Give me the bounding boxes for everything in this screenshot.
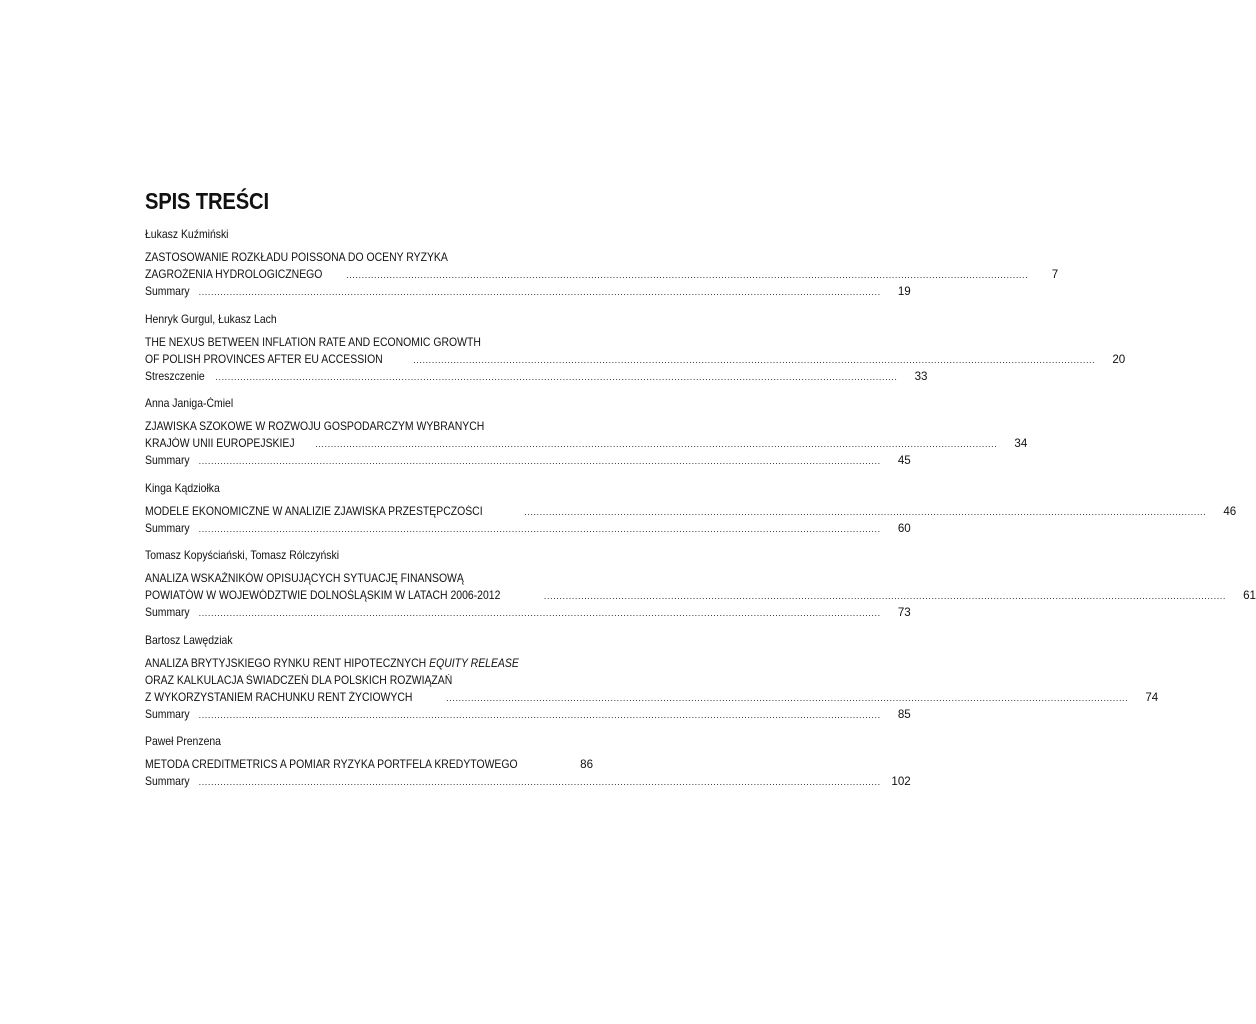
toc-title-row[interactable] [145,587,1256,604]
dot-leader: ............................................................................................................................................................................................................................ [543,591,1226,601]
dot-leader: ............................................................................................................................................................................................................................ [198,777,881,787]
entry-title-text: ORAZ KALKULACJA ŚWIADCZEŃ DLA POLSKICH ROZWIĄZAŃ [145,673,453,687]
summary-label [145,283,195,300]
entry-title-last-line-text: POWIATÓW W WOJEWÓDZTWIE DOLNOŚLĄSKIM W LATACH 2006-2012 [145,589,501,602]
page-number: 7 [1051,268,1059,281]
dot-leader: ............................................................................................................................................................................................................................ [215,371,898,382]
dot-leader: ............................................................................................................................................................................................................................ [198,287,881,297]
entry-title-last-line [145,435,311,452]
entry-author-text: Henryk Gurgul, Łukasz Lach [145,312,277,326]
entry-title-line [145,570,576,587]
entry-author [145,632,576,649]
summary-label-text: Summary [145,454,190,467]
summary-label [145,520,195,537]
toc-summary-row[interactable] [145,773,911,790]
entry-title-last-line [145,587,540,604]
toc-title-row[interactable] [145,689,1159,706]
dot-leader: ............................................................................................................................................................................................................................ [315,439,998,449]
entry-author-text: Bartosz Lawędziak [145,633,233,647]
toc-entry [145,632,1159,723]
toc-title-row[interactable] [145,435,1028,452]
toc-entry [145,733,911,790]
summary-label-text: Summary [145,707,190,721]
entry-title-last-line-text: OF POLISH PROVINCES AFTER EU ACCESSION [145,352,383,366]
summary-label [145,773,195,790]
summary-page-number: 60 [897,521,911,535]
entry-title-text: ANALIZA BRYTYJSKIEGO RYNKU RENT HIPOTECZNYCH EQUITY RELEASE [145,656,519,670]
toc-summary-row[interactable] [145,604,911,621]
toc-entry [145,226,1059,300]
entry-title-line [145,655,576,672]
toc-summary-row[interactable] [145,283,911,300]
page-number: 61 [1243,589,1256,602]
page-title: SPIS TREŚCI [145,188,269,214]
toc-summary-row[interactable] [145,452,911,469]
summary-label-text: Summary [145,521,190,535]
summary-page-number: 33 [914,369,928,383]
entry-title-last-line [145,266,342,283]
summary-label-text: Summary [145,606,190,619]
dot-leader: ............................................................................................................................................................................................................................ [446,692,1129,703]
page-number: 20 [1112,352,1126,366]
summary-page-number: 19 [897,285,911,298]
summary-page-number: 102 [891,775,911,788]
dot-leader: ............................................................................................................................................................................................................................ [413,354,1096,365]
toc-entry [145,395,1028,469]
entry-title-line [145,334,576,351]
page-number: 34 [1014,437,1028,450]
entry-author [145,395,576,412]
summary-label [145,604,195,621]
dot-leader: ............................................................................................................................................................................................................................ [198,608,881,618]
entry-title-text: ANALIZA WSKAŹNIKÓW OPISUJĄCYCH SYTUACJĘ FINANSOWĄ [145,572,464,585]
summary-label [145,706,195,723]
entry-author [145,480,576,497]
entry-title-last-line-text: Z WYKORZYSTANIEM RACHUNKU RENT ŻYCIOWYCH [145,690,413,704]
entry-author-text: Kinga Kądziołka [145,481,220,495]
summary-label-text: Streszczenie [145,369,205,383]
toc-summary-row[interactable] [145,706,911,723]
toc-entry [145,311,1126,385]
entry-title-last-line-text: METODA CREDITMETRICS A POMIAR RYZYKA PORTFELA KREDYTOWEGO [145,758,518,771]
toc-title-row[interactable] [145,503,1237,520]
summary-label-text: Summary [145,775,190,788]
toc-title-row[interactable] [145,266,1059,283]
entry-author [145,733,576,750]
entry-title-last-line-text: ZAGROŻENIA HYDROLOGICZNEGO [145,268,323,281]
entry-title-last-line-text: KRAJÓW UNII EUROPEJSKIEJ [145,437,295,450]
dot-leader: ............................................................................................................................................................................................................................ [198,709,881,720]
page-number: 46 [1223,504,1237,518]
summary-label-text: Summary [145,285,190,298]
summary-label [145,452,195,469]
entry-title-text: ZJAWISKA SZOKOWE W ROZWOJU GOSPODARCZYM WYBRANYCH [145,420,485,433]
entry-author-text: Paweł Prenzena [145,735,221,748]
toc-summary-row[interactable] [145,368,928,385]
entry-author [145,311,576,328]
entry-title-line [145,418,576,435]
toc-title-row[interactable] [145,351,1126,368]
entry-title-line [145,672,576,689]
entry-title-last-line [145,689,442,706]
toc-title-row[interactable] [145,756,594,773]
entry-title-last-line [145,351,409,368]
entry-author [145,547,576,564]
toc-summary-row[interactable] [145,520,911,537]
italic-phrase: EQUITY RELEASE [429,656,519,670]
page-number: 86 [580,758,594,771]
summary-page-number: 85 [897,707,911,721]
entry-title-line [145,249,576,266]
dot-leader: ............................................................................................................................................................................................................................ [524,506,1207,517]
entry-author [145,226,576,243]
toc-entry [145,480,1237,537]
toc-entry [145,547,1256,621]
entry-title-last-line-text: MODELE EKONOMICZNE W ANALIZIE ZJAWISKA PRZESTĘPCZOŚCI [145,504,483,518]
summary-page-number: 73 [897,606,911,619]
entry-author-text: Łukasz Kuźmiński [145,228,229,241]
entry-author-text: Anna Janiga-Ćmiel [145,397,234,410]
page-number: 74 [1145,690,1159,704]
toc-entries [145,226,1256,801]
dot-leader: ............................................................................................................................................................................................................................ [198,456,881,466]
entry-author-text: Tomasz Kopyściański, Tomasz Rólczyński [145,549,340,562]
entry-title-text: ZASTOSOWANIE ROZKŁADU POISSONA DO OCENY RYZYKA [145,251,448,264]
dot-leader: ............................................................................................................................................................................................................................ [198,523,881,534]
summary-label [145,368,211,385]
entry-title-last-line [145,756,559,773]
dot-leader: ............................................................................................................................................................................................................................ [346,270,1029,280]
entry-title-last-line [145,503,520,520]
entry-title-text: THE NEXUS BETWEEN INFLATION RATE AND ECONOMIC GROWTH [145,335,481,349]
summary-page-number: 45 [897,454,911,467]
